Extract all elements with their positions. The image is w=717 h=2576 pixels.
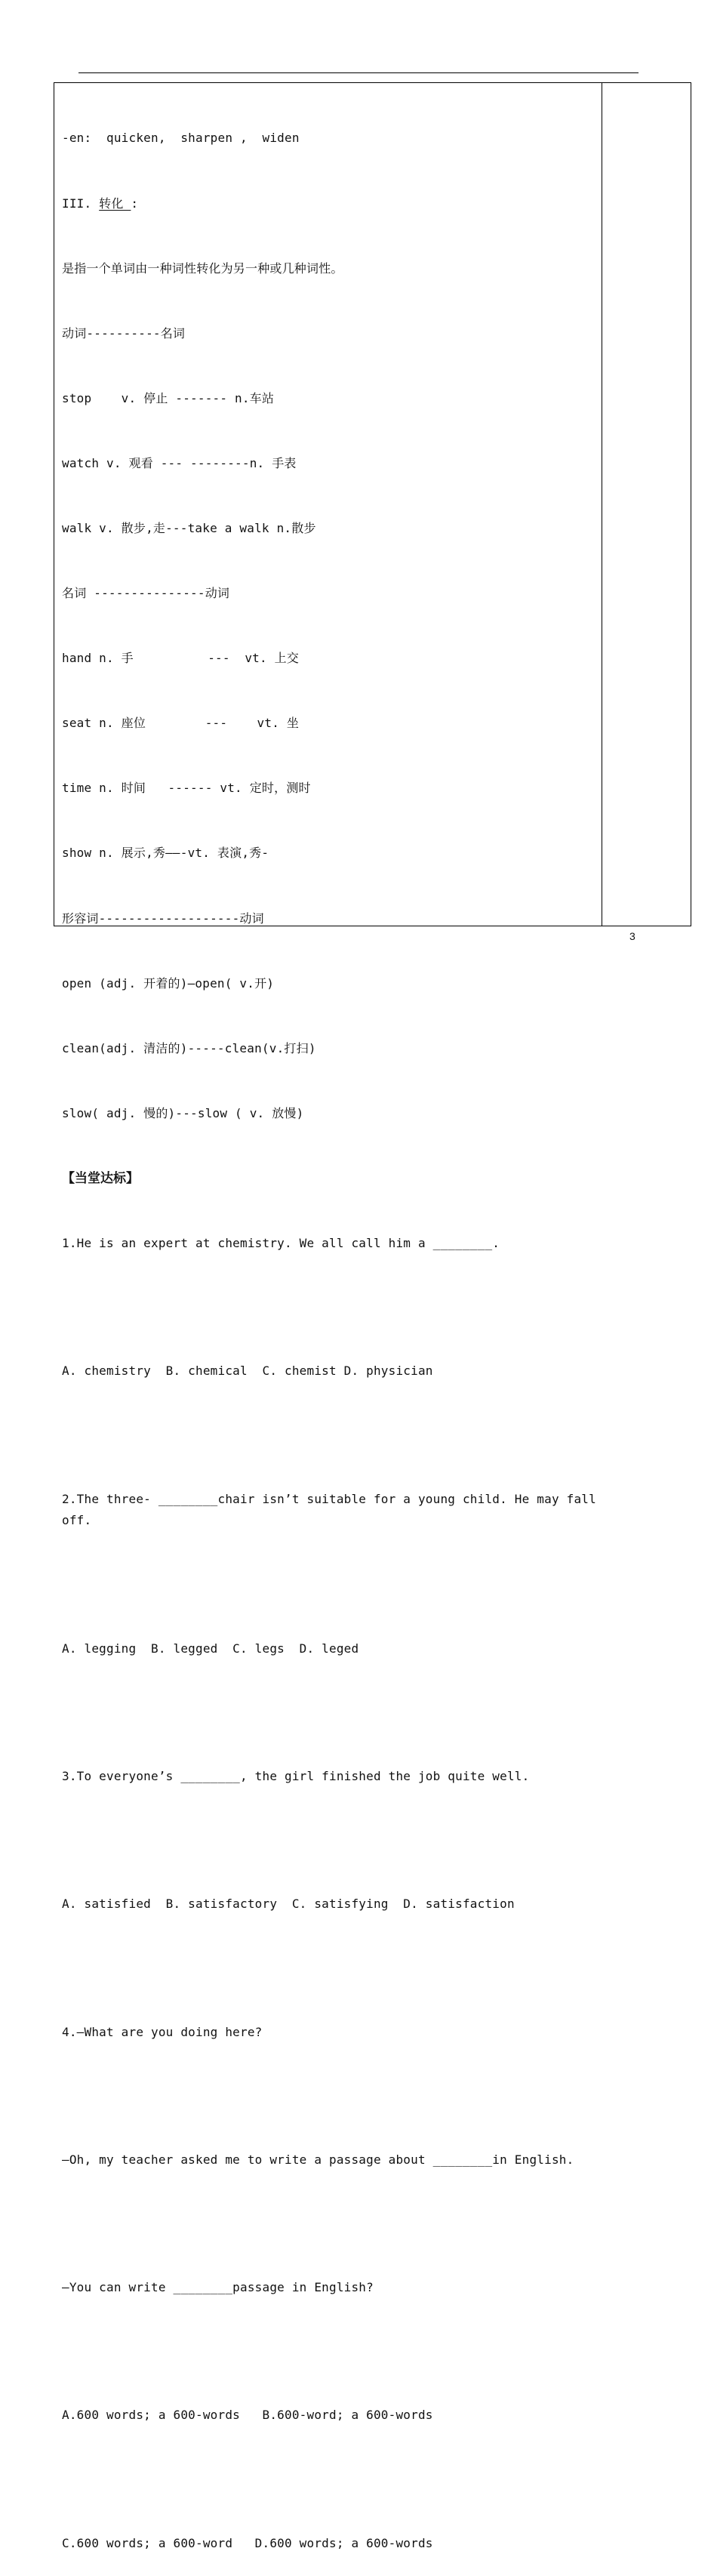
exercise-title: 【当堂达标】 (62, 1170, 139, 1186)
question-4-line-3: —You can write ________passage in English? (62, 2280, 374, 2295)
worksheet-content (62, 85, 598, 2576)
conversion-roman: III. (62, 196, 100, 211)
example-hand: hand n. 手 --- vt. 上交 (62, 651, 300, 666)
conversion-definition: 是指一个单词由一种词性转化为另一种或几种词性。 (62, 260, 343, 276)
spacer (62, 1425, 598, 1445)
verb-to-noun-heading: 动词----------名词 (62, 325, 186, 340)
example-show: show n. 展示,秀——-vt. 表演,秀- (62, 846, 269, 861)
conversion-heading (62, 193, 598, 215)
example-slow: slow( adj. 慢的)---slow ( v. 放慢) (62, 1105, 304, 1120)
adj-to-verb-heading: 形容词-------------------动词 (62, 911, 264, 926)
question-4-options-ab: A.600 words; a 600-words B.600-word; a 600-words (62, 2408, 433, 2423)
spacer (62, 1575, 598, 1595)
example-stop: stop v. 停止 ------- n.车站 (62, 390, 275, 405)
question-1: 1.He is an expert at chemistry. We all call him a ________. (62, 1236, 500, 1250)
conversion-title: 转化 (99, 196, 131, 211)
question-2-options: A. legging B. legged C. legs D. leged (62, 1641, 359, 1656)
page-number: 3 (629, 930, 635, 942)
example-seat: seat n. 座位 --- vt. 坐 (62, 716, 300, 731)
example-watch: watch v. 观看 --- --------n. 手表 (62, 455, 297, 470)
question-3: 3.To everyone’s ________, the girl finished the job quite well. (62, 1768, 530, 1783)
example-open: open (adj. 开着的)—open( v.开) (62, 975, 275, 991)
suffix-en-line: -en: quicken, sharpen , widen (62, 131, 300, 146)
spacer (62, 1831, 598, 1850)
spacer (62, 2214, 598, 2234)
header-rule (78, 72, 639, 73)
conversion-colon: : (131, 196, 139, 211)
question-3-options: A. satisfied B. satisfactory C. satisfying D. satisfaction (62, 1897, 515, 1912)
question-4-options-cd: C.600 words; a 600-word D.600 words; a 600-words (62, 2535, 433, 2550)
example-clean: clean(adj. 清洁的)-----clean(v.打扫) (62, 1040, 316, 1055)
question-2: 2.The three- ________chair isn’t suitable for a young child. He may fall off. (62, 1491, 596, 1528)
spacer (62, 1958, 598, 1978)
question-4-line-2: —Oh, my teacher asked me to write a passage about ________in English. (62, 2152, 574, 2167)
spacer (62, 2342, 598, 2362)
question-4: 4.—What are you doing here? (62, 2024, 263, 2039)
example-time: time n. 时间 ------ vt. 定时，测时 (62, 781, 311, 796)
spacer (62, 2470, 598, 2489)
noun-to-verb-heading: 名词 ---------------动词 (62, 586, 230, 601)
question-1-options: A. chemistry B. chemical C. chemist D. physician (62, 1363, 433, 1379)
example-walk: walk v. 散步,走---take a walk n.散步 (62, 520, 316, 535)
spacer (62, 1703, 598, 1723)
spacer (62, 2087, 598, 2106)
spacer (62, 1298, 598, 1317)
